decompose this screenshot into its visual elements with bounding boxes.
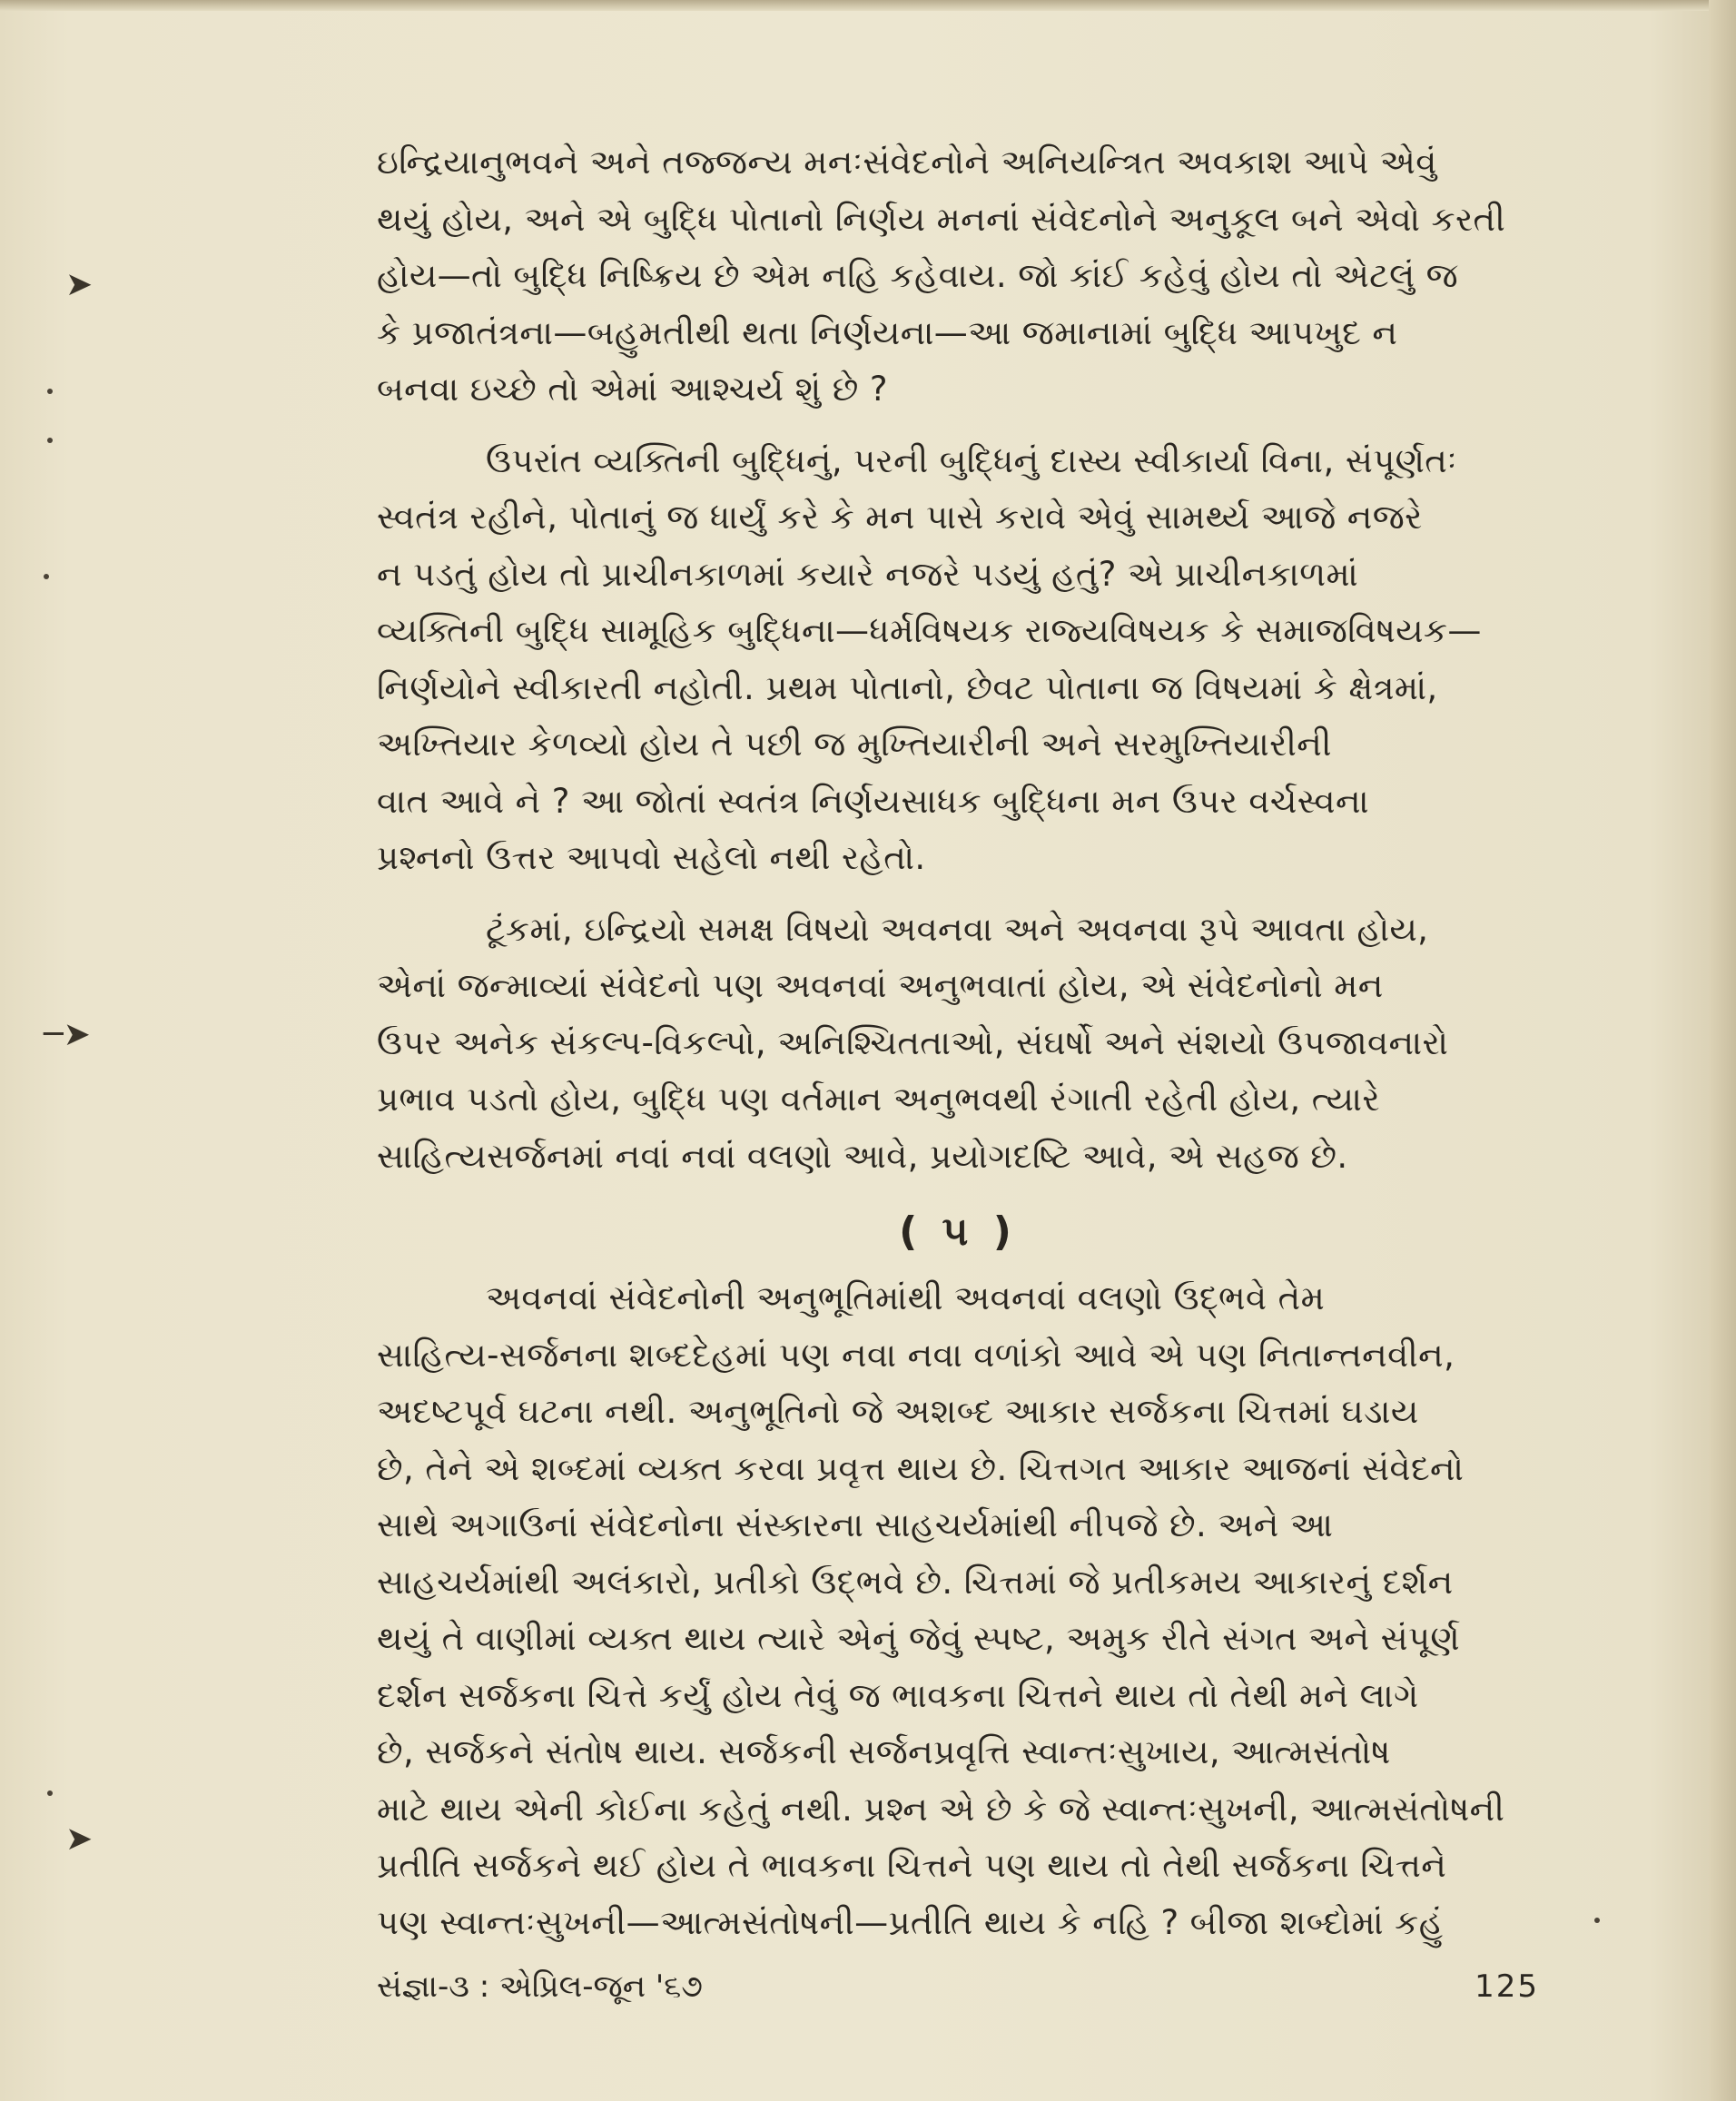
margin-dot xyxy=(47,389,53,394)
text-line: પણ સ્વાન્તઃસુખની—આત્મસંતોષની—પ્રતીતિ થાય કે નહિ ? બીજા શબ્દોમાં કહું xyxy=(377,1902,1444,1942)
text-line: પ્રશ્નનો ઉત્તર આપવો સહેલો નથી રહેતો. xyxy=(377,838,926,877)
text-line: નિર્ણયોને સ્વીકારતી નહોતી. પ્રથમ પોતાનો, છેવટ પોતાના જ વિષયમાં કે ક્ષેત્રમાં, xyxy=(377,667,1438,707)
margin-dot xyxy=(47,438,53,443)
text-line: અખ્તિયાર કેળવ્યો હોય તે પછી જ મુખ્તિયારીની અને સરમુખ્તિયારીની xyxy=(377,725,1332,764)
text-line: સાહચર્યમાંથી અલંકારો, પ્રતીકો ઉદ્ભવે છે. ચિત્તમાં જે પ્રતીકમય આકારનું દર્શન xyxy=(377,1562,1454,1602)
text-line: વાત આવે ને ? આ જોતાં સ્વતંત્ર નિર્ણયસાધક બુદ્ધિના મન ઉપર વર્ચસ્વના xyxy=(377,781,1369,821)
margin-dot xyxy=(44,574,49,579)
journal-issue: સંજ્ઞા-૩ : એપ્રિલ-જૂન '૬૭ xyxy=(377,1968,703,2005)
margin-dot xyxy=(47,1790,53,1796)
text-line: સ્વતંત્ર રહીને, પોતાનું જ ધાર્યું કરે કે મન પાસે કરાવે એવું સામર્થ્ય આજે નજરે xyxy=(377,498,1423,537)
text-line: બનવા ઇચ્છે તો એમાં આશ્ચર્ય શું છે ? xyxy=(377,370,888,409)
text-line: ન પડતું હોય તો પ્રાચીનકાળમાં કયારે નજરે પડયું હતું? એ પ્રાચીનકાળમાં xyxy=(377,554,1359,594)
text-line: પ્રભાવ પડતો હોય, બુદ્ધિ પણ વર્તમાન અનુભવથી રંગાતી રહેતી હોય, ત્યારે xyxy=(377,1080,1380,1119)
text-line: સાથે અગાઉનાં સંવેદનોના સંસ્કારના સાહચર્યમાંથી નીપજે છે. અને આ xyxy=(377,1505,1334,1544)
text-line: એનાં જન્માવ્યાં સંવેદનો પણ અવનવાં અનુભવાતાં હોય, એ સંવેદનોનો મન xyxy=(377,966,1384,1005)
text-line: વ્યક્તિની બુદ્ધિ સામૂહિક બુદ્ધિના—ધર્મવિષયક રાજ્યવિષયક કે સમાજવિષયક— xyxy=(377,611,1482,650)
text-line: થયું હોય, અને એ બુદ્ધિ પોતાનો નિર્ણય મનનાં સંવેદનોને અનુકૂલ બને એવો કરતી xyxy=(377,199,1506,239)
section-heading: ( ૫ ) xyxy=(899,1208,1017,1255)
text-line: હોય—તો બુદ્ધિ નિષ્ક્રિય છે એમ નહિ કહેવાય. જો કાંઈ કહેવું હોય તો એટલું જ xyxy=(377,256,1459,295)
paragraph-4 xyxy=(377,1270,1539,1951)
text-line: થયું તે વાણીમાં વ્યક્ત થાય ત્યારે એનું જેવું સ્પષ્ટ, અમુક રીતે સંગત અને સંપૂર્ણ xyxy=(377,1619,1461,1658)
text-line: પ્રતીતિ સર્જકને થઈ હોય તે ભાવકના ચિત્તને પણ થાય તો તેથી સર્જકના ચિત્તને xyxy=(377,1846,1447,1885)
margin-tick-mark: ➤ xyxy=(65,266,94,303)
paragraph-2 xyxy=(377,433,1539,887)
text-line: દર્શન સર્જકના ચિત્તે કર્યું હોય તેવું જ ભાવકના ચિત્તને થાય તો તેથી મને લાગે xyxy=(377,1675,1419,1715)
text-line: સાહિત્યસર્જનમાં નવાં નવાં વલણો આવે, પ્રયોગદષ્ટિ આવે, એ સહજ છે. xyxy=(377,1136,1348,1176)
margin-tick-mark: ─➤ xyxy=(44,1016,91,1053)
text-line: ઉપરાંત વ્યક્તિની બુદ્ધિનું, પરની બુદ્ધિનું દાસ્ય સ્વીકાર્યા વિના, સંપૂર્ણતઃ xyxy=(486,440,1457,480)
page-top-edge xyxy=(0,0,1736,11)
page-footer xyxy=(377,1968,1539,2014)
body-text xyxy=(377,134,1539,1951)
text-line: ટૂંકમાં, ઇન્દ્રિયો સમક્ષ વિષયો અવનવા અને અવનવા રૂપે આવતા હોય, xyxy=(486,909,1429,949)
text-line: અદષ્ટપૂર્વ ઘટના નથી. અનુભૂતિનો જે અશબ્દ આકાર સર્જકના ચિત્તમાં ઘડાય xyxy=(377,1392,1419,1431)
text-line: માટે થાય એની કોઈના કહેતું નથી. પ્રશ્ન એ છે કે જે સ્વાન્તઃસુખની, આત્મસંતોષની xyxy=(377,1789,1505,1829)
paragraph-1 xyxy=(377,134,1539,419)
text-line: ઇન્દ્રિયાનુભવને અને તજ્જન્ય મનઃસંવેદનોને અનિયન્ત્રિત અવકાશ આપે એવું xyxy=(377,143,1437,182)
text-line: અવનવાં સંવેદનોની અનુભૂતિમાંથી અવનવાં વલણો ઉદ્ભવે તેમ xyxy=(486,1278,1326,1317)
text-line: સાહિત્ય-સર્જનના શબ્દદેહમાં પણ નવા નવા વળાંકો આવે એ પણ નિતાન્તનવીન, xyxy=(377,1335,1455,1375)
margin-dot xyxy=(1594,1918,1600,1923)
page-right-edge xyxy=(1709,0,1736,2101)
text-line: છે, સર્જકને સંતોષ થાય. સર્જકની સર્જનપ્રવૃત્તિ સ્વાન્તઃસુખાય, આત્મસંતોષ xyxy=(377,1732,1391,1771)
paragraph-3 xyxy=(377,902,1539,1186)
margin-tick-mark: ➤ xyxy=(65,1820,94,1858)
text-line: કે પ્રજાતંત્રના—બહુમતીથી થતા નિર્ણયના—આ જમાનામાં બુદ્ધિ આપખુદ ન xyxy=(377,312,1398,352)
page-number: 125 xyxy=(1475,1968,1539,2005)
text-line: છે, તેને એ શબ્દમાં વ્યક્ત કરવા પ્રવૃત્ત થાય છે. ચિત્તગત આકાર આજનાં સંવેદનો xyxy=(377,1448,1465,1488)
text-line: ઉપર અનેક સંકલ્પ-વિકલ્પો, અનિશ્ચિતતાઓ, સંઘર્ષો અને સંશયો ઉપજાવનારો xyxy=(377,1022,1449,1062)
